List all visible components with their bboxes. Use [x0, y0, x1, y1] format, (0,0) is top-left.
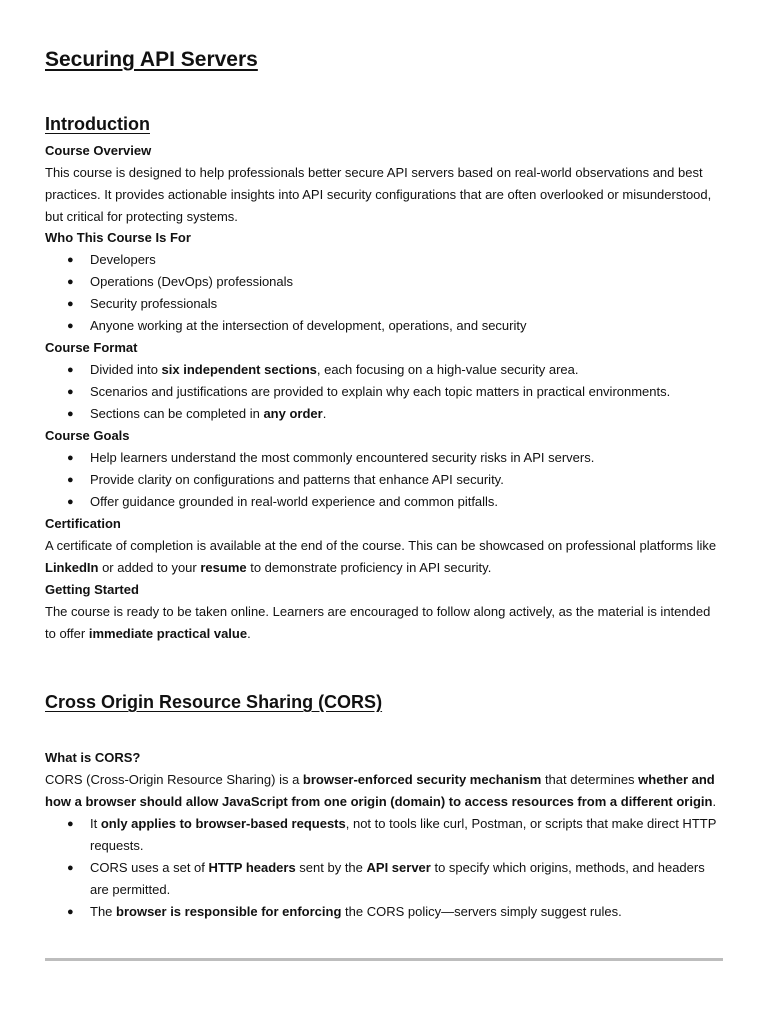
page-title: Securing API Servers — [45, 48, 258, 71]
bullet-icon: ● — [67, 452, 74, 464]
list-item: ● Scenarios and justifications are provided to explain why each topic matters in practical environments. — [45, 381, 723, 403]
course-goals-list — [45, 447, 723, 513]
bullet-icon: ● — [67, 298, 74, 310]
list-item: ● The browser is responsible for enforcing the CORS policy—servers simply suggest rules. — [45, 901, 723, 923]
list-item: ● Sections can be completed in any order. — [45, 403, 723, 425]
certification-text: A certificate of completion is available at the end of the course. This can be showcased on professional platforms like LinkedIn or added to your resume to demonstrate proficiency in API security. — [45, 538, 717, 575]
course-overview-section — [45, 140, 723, 228]
getting-started-section — [45, 579, 723, 645]
course-format-list — [45, 359, 723, 425]
list-item: ● It only applies to browser-based requests, not to tools like curl, Postman, or scripts that make direct HTTP requests. — [45, 813, 723, 857]
bullet-icon: ● — [67, 408, 74, 420]
bullet-icon: ● — [67, 364, 74, 376]
course-goals-section — [45, 425, 723, 513]
bullet-icon: ● — [67, 906, 74, 918]
certification-label: Certification — [45, 516, 121, 531]
course-overview-label: Course Overview — [45, 143, 152, 158]
course-goals-label: Course Goals — [45, 428, 130, 443]
section-heading-cors: Cross Origin Resource Sharing (CORS) — [45, 692, 383, 712]
getting-started-label: Getting Started — [45, 582, 139, 597]
bullet-icon: ● — [67, 474, 74, 486]
bullet-icon: ● — [67, 276, 74, 288]
what-is-cors-section — [45, 747, 723, 923]
page-divider — [45, 958, 723, 961]
what-is-cors-label: What is CORS? — [45, 750, 141, 765]
bullet-icon: ● — [67, 254, 74, 266]
course-overview-text: This course is designed to help professionals better secure API servers based on real-world observations and best practices. It provides actionable insights into API security configurations that are often overlooked or misunderstood, but critical for protecting systems. — [45, 165, 712, 224]
list-item: ● CORS uses a set of HTTP headers sent by the API server to specify which origins, methods, and headers are permitted. — [45, 857, 723, 901]
section-heading-introduction: Introduction — [45, 114, 150, 134]
cors-points-list — [45, 813, 723, 923]
bullet-icon: ● — [67, 818, 74, 830]
bullet-icon: ● — [67, 320, 74, 332]
cors-intro-text: CORS (Cross-Origin Resource Sharing) is a browser-enforced security mechanism that determines whether and how a browser should allow JavaScript from one origin (domain) to access resources from a different origin. — [45, 772, 717, 809]
list-item: ● Developers — [45, 249, 723, 271]
list-item: ● Divided into six independent sections, each focusing on a high-value security area. — [45, 359, 723, 381]
bullet-icon: ● — [67, 862, 74, 874]
list-item: ● Anyone working at the intersection of development, operations, and security — [45, 315, 723, 337]
list-item: ● Help learners understand the most commonly encountered security risks in API servers. — [45, 447, 723, 469]
list-item: ● Operations (DevOps) professionals — [45, 271, 723, 293]
list-item: ● Security professionals — [45, 293, 723, 315]
bullet-icon: ● — [67, 496, 74, 508]
audience-label: Who This Course Is For — [45, 230, 191, 245]
audience-section — [45, 227, 723, 337]
audience-list — [45, 249, 723, 337]
certification-section — [45, 513, 723, 579]
course-format-label: Course Format — [45, 340, 138, 355]
list-item: ● Provide clarity on configurations and patterns that enhance API security. — [45, 469, 723, 491]
list-item: ● Offer guidance grounded in real-world experience and common pitfalls. — [45, 491, 723, 513]
course-format-section — [45, 337, 723, 425]
getting-started-text: The course is ready to be taken online. Learners are encouraged to follow along actively, as the material is intended to offer immediate practical value. — [45, 604, 711, 641]
bullet-icon: ● — [67, 386, 74, 398]
